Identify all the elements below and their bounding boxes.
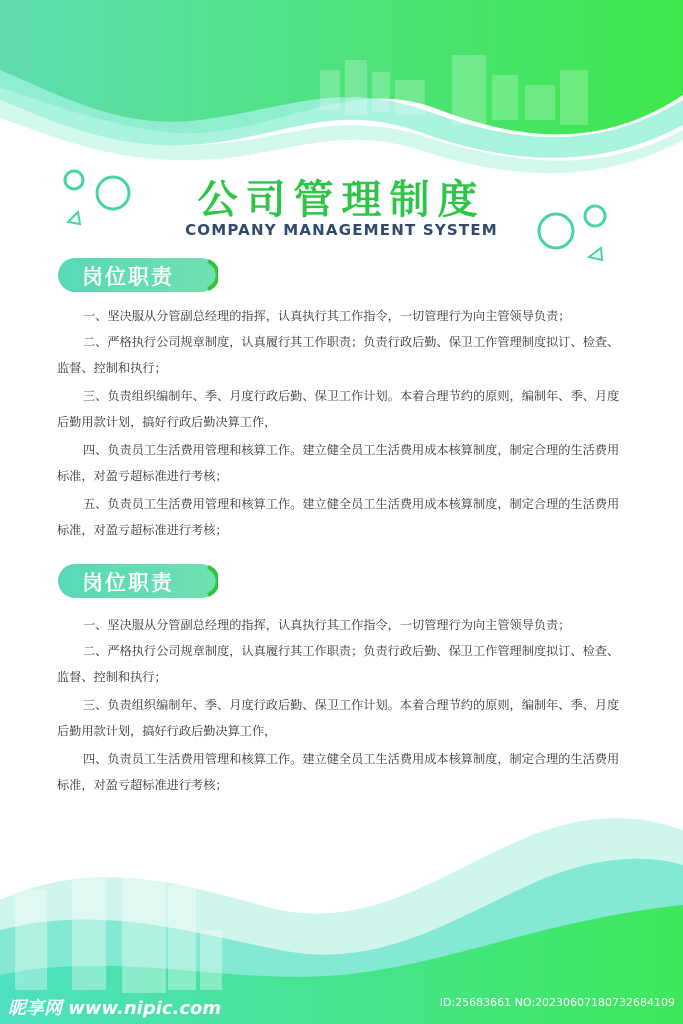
paragraph: 五、负责员工生活费用管理和核算工作。建立健全员工生活费用成本核算制度，制定合理的生活费用标准，对盈亏超标准进行考核；: [57, 497, 620, 537]
paragraph: 三、负责组织编制年、季、月度行政后勤、保卫工作计划。本着合理节约的原则，编制年、季、月度后勤用款计划，搞好行政后勤决算工作，: [57, 698, 620, 738]
paragraph: 二、严格执行公司规章制度，认真履行其工作职责；负责行政后勤、保卫工作管理制度拟订、检查、监督、控制和执行；: [57, 335, 620, 375]
section-heading: 岗位职责: [82, 265, 174, 289]
section-heading-pill: [58, 564, 218, 598]
paragraph: 四、负责员工生活费用管理和核算工作。建立健全员工生活费用成本核算制度，制定合理的生活费用标准，对盈亏超标准进行考核；: [57, 443, 620, 483]
poster-title: 公司管理制度: [197, 177, 486, 223]
watermark-site: 昵享网 www.nipic.com: [8, 998, 222, 1019]
paragraph: 二、严格执行公司规章制度，认真履行其工作职责；负责行政后勤、保卫工作管理制度拟订、检查、监督、控制和执行；: [57, 644, 620, 684]
section-heading: 岗位职责: [82, 571, 174, 595]
paragraph: 一、坚决服从分管副总经理的指挥，认真执行其工作指令，一切管理行为向主管领导负责；: [83, 618, 571, 632]
poster-subtitle: COMPANY MANAGEMENT SYSTEM: [185, 221, 498, 239]
deco-triangle-right: [589, 248, 602, 260]
watermark-id: ID:25683661 NO:20230607180732684109: [439, 996, 675, 1009]
paragraph: 一、坚决服从分管副总经理的指挥，认真执行其工作指令，一切管理行为向主管领导负责；: [83, 309, 571, 323]
paragraph: 三、负责组织编制年、季、月度行政后勤、保卫工作计划。本着合理节约的原则，编制年、季、月度后勤用款计划，搞好行政后勤决算工作，: [57, 389, 620, 429]
paragraph: 四、负责员工生活费用管理和核算工作。建立健全员工生活费用成本核算制度，制定合理的生活费用标准，对盈亏超标准进行考核；: [57, 752, 620, 792]
section-heading-pill: [58, 258, 218, 292]
